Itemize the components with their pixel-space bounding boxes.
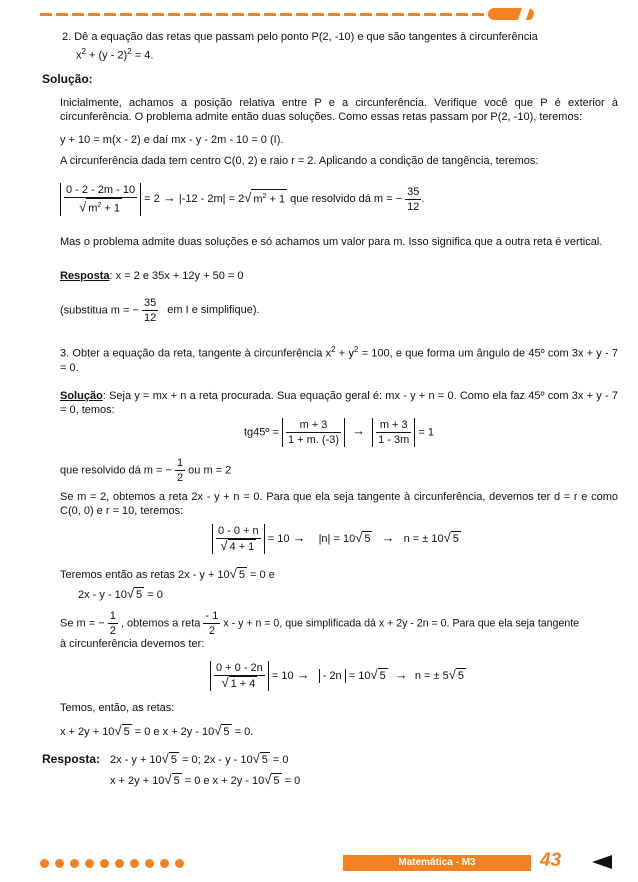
- formula-tg45: tg45º = $\frac{m + 3}{1 + m. (-3)}$ → $\frac{m + 3}{1 - 3m}$ = 1: [244, 419, 435, 446]
- paragraph-center-radius: A circunferência dada tem centro C(0, 2) e raio r = 2. Aplicando a condição de tangência, teremos:: [60, 155, 539, 167]
- result-m-values: que resolvido dá m = − $\frac{1}{2}$ ou m = 2: [60, 457, 232, 484]
- answer-2-line-1: 2x - y + 10√ 5 = 0; 2x - y - 10√ 5 = 0: [110, 751, 289, 766]
- formula-tangency-2: $\frac{0 - 0 + n}{√ 4 + 1}$ = 10 → |n| = 10√ 5 → n = ± 10√ 5: [212, 524, 461, 554]
- footer-section-label: Matemática - M3: [343, 855, 531, 871]
- answer-2-label: Resposta:: [42, 752, 101, 766]
- paragraph-two-solutions: Mas o problema admite duas soluções e só achamos um valor para m. Isso significa que a outra reta é vertical.: [60, 236, 603, 248]
- footer-dots: [40, 858, 190, 872]
- equation-line-I: y + 10 = m(x - 2) e daí mx - y - 2m - 10 = 0 (I).: [60, 134, 284, 146]
- formula-tangency-3: $\frac{0 + 0 - 2n}{√ 1 + 4}$ = 10 → - 2n = 10√ 5 → n = ± 5√ 5: [210, 661, 466, 691]
- solution-2: Solução: Seja y = mx + n a reta procurada. Sua equação geral é: mx - y + n = 0. Como ela faz 45º com 3x + y - 7 = 0, temos:: [60, 390, 618, 416]
- paragraph-intro: Inicialmente, achamos a posição relativa entre P e a circunferência. Verifique você que P é exterior à circunferência. O problema admite então duas soluções. Como essas retas passam por P(2, -10), teremos:: [60, 97, 618, 123]
- question-3: 3. Obter a equação da reta, tangente à circunferência $x^2 + y^2 = 100$, e que forma um ângulo de 45º com 3x + y - 7 = 0.: [60, 345, 619, 374]
- formula-tangency-1: $\frac{0 - 2 - 2m - 10}{√ m^2 + 1}$ = 2 → |-12 - 2m| = 2√ $m^2 + 1$ que resolvido dá m = − $\frac{35}{12}$ .: [60, 183, 424, 216]
- question-2-equation: $x^2 + (y - 2)^2 = 4$.: [76, 47, 154, 62]
- answer-2-line-2: x + 2y + 10√ 5 = 0 e x + 2y - 10√ 5 = 0: [110, 772, 301, 787]
- abs-fraction: $\frac{0 - 2 - 2m - 10}{√ m^2 + 1}$: [60, 183, 141, 216]
- substitute-note: (substitua m = − $\frac{35}{12}$ em I e simplifique).: [60, 297, 260, 324]
- lines-pair-2: x + 2y + 10√ 5 = 0 e x + 2y - 10√ 5 = 0.: [60, 723, 254, 738]
- lines-pair-1b: 2x - y - 10√ 5 = 0: [78, 586, 163, 601]
- question-2: 2. Dê a equação das retas que passam pelo ponto P(2, -10) e que são tangentes à circunferência: [62, 31, 538, 43]
- paragraph-m-half: Se m = − $\frac{1}{2}$ , obtemos a reta $\frac{- 1}{2}$ x - y + n = 0, que simplificada dá x + 2y - 2n = 0. Para que ela seja tangente: [60, 610, 580, 637]
- page-number: 43: [540, 850, 562, 871]
- lines-pair-1: Teremos então as retas 2x - y + 10√ 5 = 0 e: [60, 566, 275, 581]
- paragraph-m-2: Se m = 2, obtemos a reta 2x - y + n = 0. Para que ela seja tangente à circunferência, devemos ter d = r e como C(0, 0) e r = 10, teremos:: [60, 491, 618, 517]
- answer-1: Resposta: x = 2 e 35x + 12y + 50 = 0: [60, 270, 244, 282]
- paragraph-lines: Temos, então, as retas:: [60, 702, 175, 714]
- back-arrow-icon[interactable]: [592, 855, 612, 869]
- solution-label: Solução:: [42, 72, 93, 86]
- header-dash-bar: [40, 13, 530, 16]
- paragraph-m-half-b: à circunferência devemos ter:: [60, 638, 205, 650]
